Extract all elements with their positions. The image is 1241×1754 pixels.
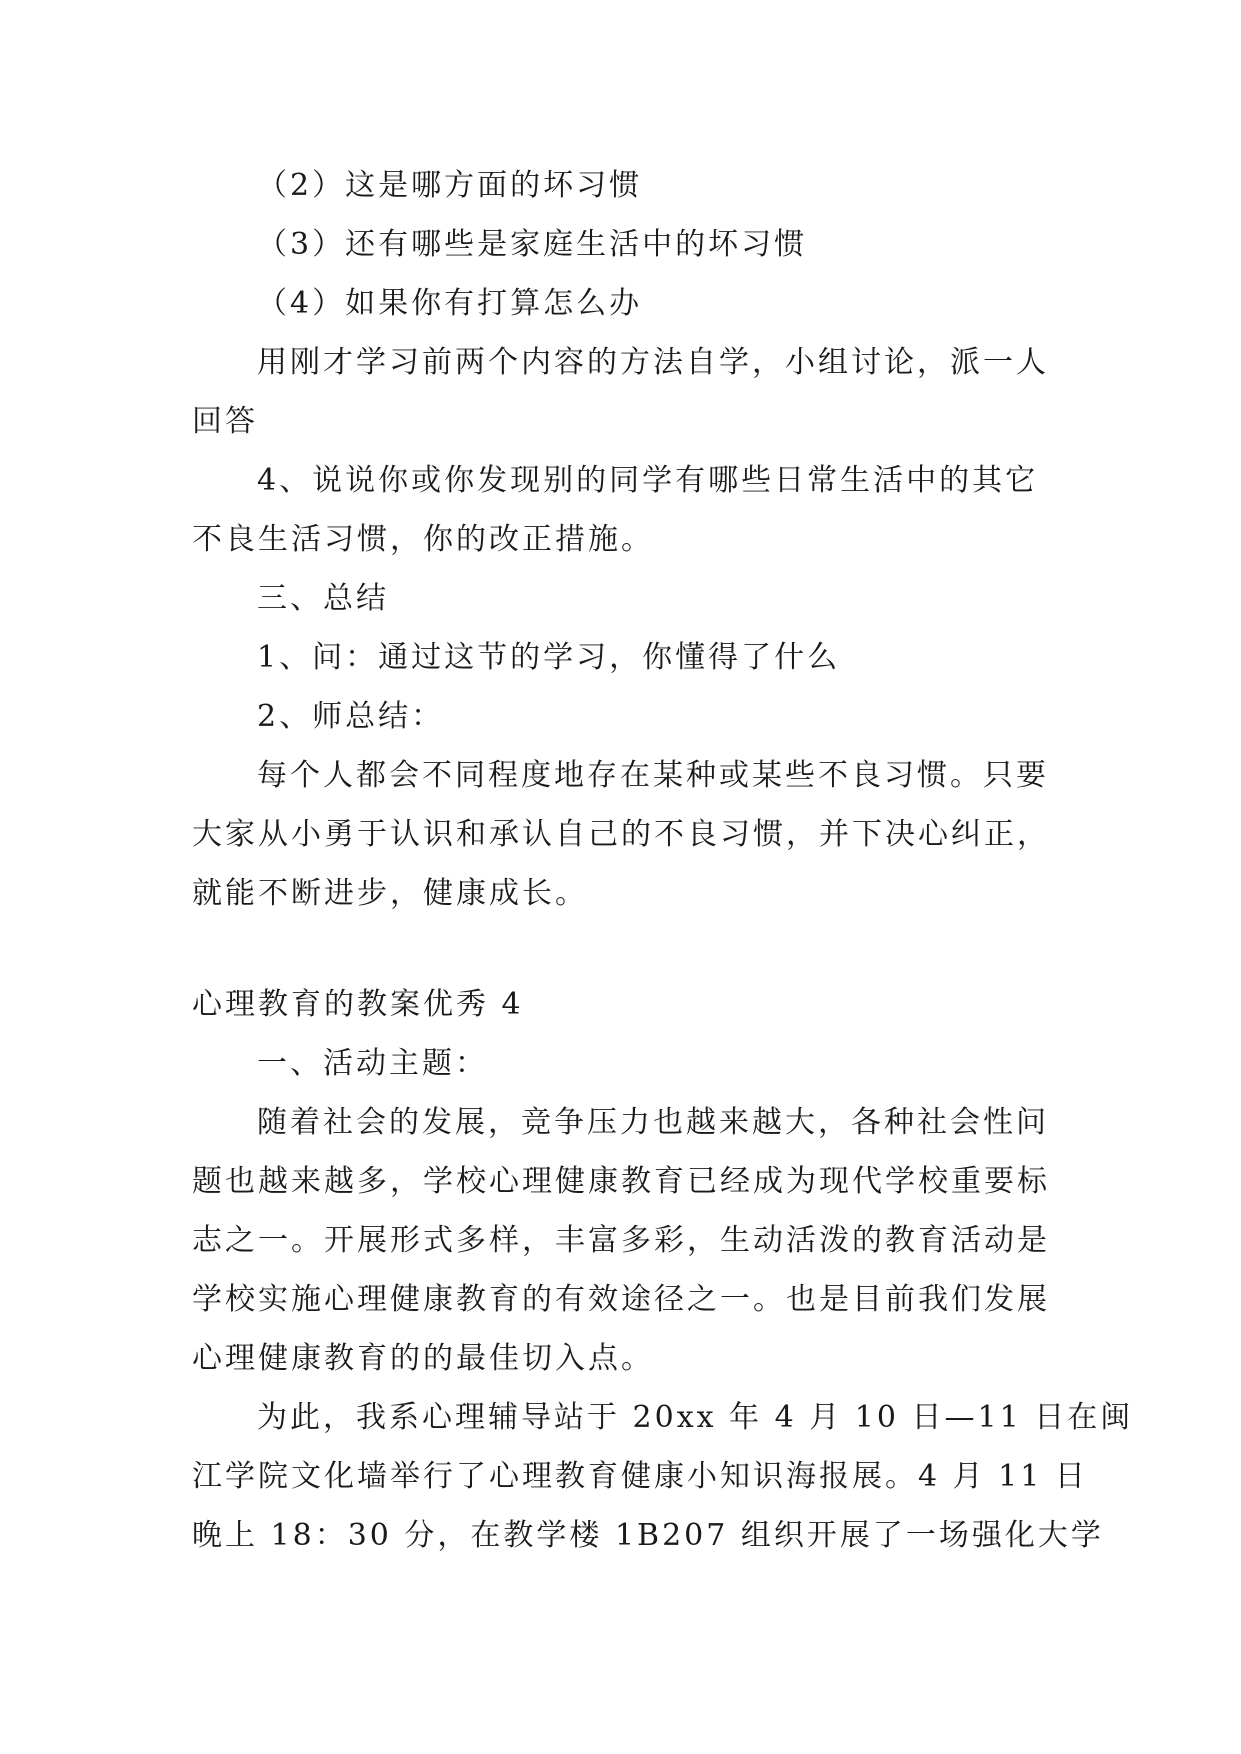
paragraph-conclusion-line-1: 每个人都会不同程度地存在某种或某些不良习惯。只要 xyxy=(257,758,1049,793)
paragraph-conclusion-line-3: 就能不断进步，健康成长。 xyxy=(192,876,588,911)
paragraph-theme-line-2: 题也越来越多，学校心理健康教育已经成为现代学校重要标 xyxy=(192,1164,1050,1199)
summary-item-1: 1、问：通过这节的学习，你懂得了什么 xyxy=(257,640,841,675)
section-heading-summary: 三、总结 xyxy=(257,581,389,616)
paragraph-self-study-line-2: 回答 xyxy=(192,404,258,439)
list-item-4: （4）如果你有打算怎么办 xyxy=(257,286,643,321)
paragraph-theme-line-1: 随着社会的发展，竞争压力也越来越大，各种社会性问 xyxy=(257,1105,1049,1140)
document-title: 心理教育的教案优秀 4 xyxy=(192,987,524,1022)
paragraph-theme-line-4: 学校实施心理健康教育的有效途径之一。也是目前我们发展 xyxy=(192,1282,1050,1317)
paragraph-event-line-2: 江学院文化墙举行了心理教育健康小知识海报展。4 月 11 日 xyxy=(192,1459,1088,1494)
paragraph-theme-line-3: 志之一。开展形式多样，丰富多彩，生动活泼的教育活动是 xyxy=(192,1223,1050,1258)
paragraph-event-line-1: 为此，我系心理辅导站于 20xx 年 4 月 10 日—11 日在闽 xyxy=(257,1400,1134,1435)
paragraph-event-line-3: 晚上 18：30 分，在教学楼 1B207 组织开展了一场强化大学 xyxy=(192,1518,1104,1553)
paragraph-item-4-line-2: 不良生活习惯，你的改正措施。 xyxy=(192,522,654,557)
paragraph-item-4-line-1: 4、说说你或你发现别的同学有哪些日常生活中的其它 xyxy=(257,463,1039,498)
section-heading-activity-theme: 一、活动主题： xyxy=(257,1046,488,1081)
paragraph-conclusion-line-2: 大家从小勇于认识和承认自己的不良习惯，并下决心纠正， xyxy=(192,817,1050,852)
list-item-2: （2）这是哪方面的坏习惯 xyxy=(257,168,643,203)
paragraph-self-study-line-1: 用刚才学习前两个内容的方法自学，小组讨论，派一人 xyxy=(257,345,1049,380)
list-item-3: （3）还有哪些是家庭生活中的坏习惯 xyxy=(257,227,808,262)
paragraph-theme-line-5: 心理健康教育的的最佳切入点。 xyxy=(192,1341,654,1376)
summary-item-2: 2、师总结： xyxy=(257,699,445,734)
